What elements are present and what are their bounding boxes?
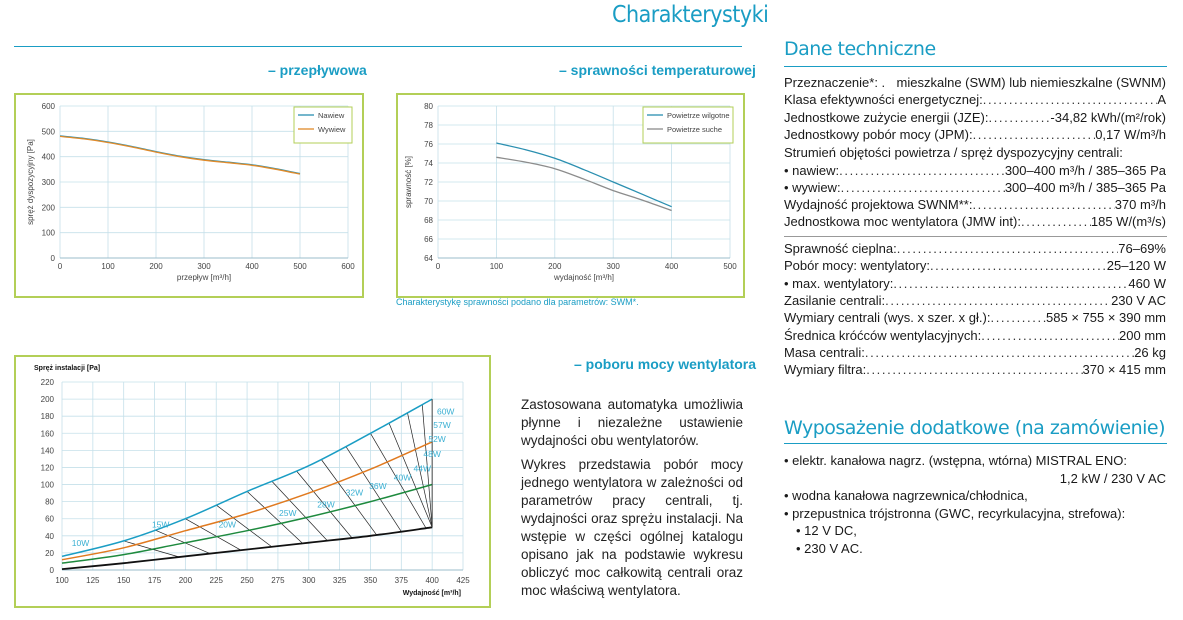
- section-power-title: – poboru mocy wentylatora: [574, 356, 757, 372]
- y-tick-label: 60: [45, 514, 54, 524]
- tech-param-row: [784, 275, 1166, 292]
- legend-label: Wywiew: [318, 125, 346, 134]
- description-paragraph-2: Wykres przedstawia pobór mocy jednego wentylatora w zależności od parametrów pracy centrali, tj. wydajności oraz sprężu instalacji. Na wstępie w części ogólnej katalogu opisano jak na podstawie wykresu obliczyć moc całkowitą centrali oraz moc właściwą wentylatora.: [521, 457, 743, 598]
- equipment-item-water-heater: • wodna kanałowa nagrzewnica/chłodnica,: [784, 488, 1028, 504]
- y-tick-label: 100: [40, 480, 54, 490]
- power-label: 36W: [369, 480, 387, 491]
- temperature-chart-box: [396, 93, 745, 298]
- flow-chart-box: [14, 93, 364, 298]
- temperature-chart: [398, 95, 743, 296]
- legend-label: Nawiew: [318, 111, 345, 120]
- tech-spec-row: [784, 91, 1166, 108]
- tech-flow-value: 185 W/(m³/s): [1090, 214, 1166, 230]
- tech-param-row: [784, 292, 1166, 309]
- tech-param-key: Zasilanie centrali:: [784, 292, 886, 308]
- tech-param-value: 76–69%: [1118, 241, 1166, 256]
- x-tick-label: 600: [341, 262, 355, 271]
- tech-spec-row: [784, 126, 1166, 143]
- tech-param-key: Pobór mocy: wentylatory:: [784, 258, 930, 274]
- tech-flow-row: [784, 162, 1166, 179]
- tech-flow-value: 300–400 m³/h / 385–365 Pa: [1004, 162, 1166, 178]
- tech-param-value: 230 V AC: [1111, 292, 1166, 308]
- tech-flow-row: [784, 213, 1166, 230]
- x-tick-label: 0: [435, 262, 441, 271]
- x-tick-label: 300: [606, 262, 620, 271]
- power-label: 48W: [423, 449, 441, 460]
- power-chart-box: [14, 355, 491, 608]
- series-line: [60, 136, 300, 174]
- tech-flow-row: [784, 196, 1166, 213]
- tech-param-value: 370 × 415 mm: [1082, 362, 1166, 378]
- tech-param-key: Wymiary filtra:: [784, 362, 867, 378]
- y-tick-label: 0: [49, 566, 54, 575]
- y-tick-label: 70: [424, 197, 433, 206]
- tech-title: Dane techniczne: [784, 38, 936, 60]
- tech-param-key: Sprawność cieplna:: [784, 241, 897, 256]
- tech-rule: [784, 66, 1167, 67]
- description: [521, 396, 743, 606]
- power-label: 28W: [317, 499, 335, 510]
- equipment-sub-12v: • 12 V DC,: [796, 523, 857, 539]
- series-line: [496, 143, 671, 207]
- equipment-item-heater: • elektr. kanałowa nagrz. (wstępna, wtórna) MISTRAL ENO:: [784, 453, 1127, 468]
- x-tick-label: 300: [302, 576, 316, 585]
- tech-param-value: 585 × 755 × 390 mm: [1046, 310, 1166, 326]
- title-rule: [14, 46, 742, 47]
- equipment-rule: [784, 443, 1167, 444]
- tech-param-value: 460 W: [1128, 275, 1166, 291]
- power-label: 10W: [71, 538, 90, 549]
- equipment-title: Wyposażenie dodatkowe (na zamówienie): [784, 417, 1166, 439]
- y-tick-label: 500: [41, 127, 55, 137]
- power-label: 25W: [279, 508, 297, 519]
- x-tick-label: 175: [147, 576, 162, 585]
- x-tick-label: 400: [664, 262, 679, 271]
- x-tick-label: 350: [363, 576, 378, 585]
- tech-param-value: 200 mm: [1119, 327, 1166, 343]
- power-label: 52W: [428, 433, 446, 444]
- x-tick-label: 300: [197, 262, 211, 271]
- power-label: 20W: [218, 519, 237, 530]
- temperature-note-star: *.: [632, 297, 639, 307]
- section-temperature-title: – sprawności temperaturowej: [559, 62, 756, 78]
- y-tick-label: 120: [40, 463, 54, 473]
- tech-spec-key: Jednostkowe zużycie energii (JZE):: [784, 109, 989, 125]
- y-tick-label: 66: [424, 235, 433, 244]
- y-tick-label: 80: [424, 102, 433, 111]
- tech-purpose-row: [784, 74, 1166, 91]
- tech-param-key: Średnica króćców wentylacyjnych:: [784, 327, 982, 343]
- tech-spec-key: Klasa efektywności energetycznej:: [784, 92, 983, 108]
- y-axis-label: spręż dyspozycyjny [Pa]: [26, 139, 35, 225]
- x-tick-label: 100: [101, 262, 115, 271]
- temperature-note: Charakterystykę sprawności podano dla parametrów: SWM*.: [396, 297, 639, 307]
- y-tick-label: 400: [41, 152, 55, 162]
- tech-param-key: • max. wentylatory:: [784, 275, 894, 291]
- power-label: 60W: [436, 406, 455, 417]
- tech-param-row: [784, 344, 1166, 361]
- tech-param-value: 25–120 W: [1106, 258, 1166, 274]
- y-tick-label: 200: [41, 203, 55, 213]
- tech-param-key: Wymiary centrali (wys. x szer. x gł.):: [784, 310, 991, 326]
- tech-flow-key: • nawiew:: [784, 162, 840, 178]
- y-tick-label: 200: [40, 395, 54, 405]
- x-axis-label: przepływ [m³/h]: [176, 273, 232, 282]
- tech-param-row: [784, 240, 1166, 257]
- legend-label: Powietrze suche: [667, 125, 723, 134]
- x-tick-label: 225: [209, 576, 223, 585]
- y-axis-label: sprawność [%]: [404, 155, 413, 209]
- series-line: [60, 136, 300, 174]
- tech-spec-value: -34,82 kWh/(m²/rok): [1050, 109, 1166, 125]
- series-line: [496, 157, 671, 210]
- description-paragraph-1: Zastosowana automatyka umożliwia płynne i niezależne ustawienie wydajności obu wentylatorów.: [521, 397, 743, 448]
- x-tick-label: 200: [178, 576, 193, 585]
- tech-flow-value: 370 m³/h: [1114, 197, 1166, 213]
- tech-param-key: Masa centrali:: [784, 344, 865, 360]
- tech-flow-row: [784, 179, 1166, 196]
- x-tick-label: 0: [57, 262, 63, 271]
- tech-param-row: [784, 361, 1166, 378]
- y-tick-label: 68: [424, 216, 433, 225]
- section-flow-title: – przepływowa: [268, 62, 367, 78]
- x-tick-label: 500: [723, 262, 737, 271]
- y-tick-label: 0: [50, 254, 55, 263]
- y-axis-label: Spręż instalacji [Pa]: [34, 365, 101, 372]
- legend-label: Powietrze wilgotne: [667, 111, 730, 120]
- power-label: 15W: [151, 519, 170, 530]
- tech-purpose-key: Przeznaczenie*: .: [784, 75, 886, 90]
- power-hatch-line: [155, 530, 211, 554]
- y-tick-label: 100: [41, 228, 55, 238]
- equipment-list: [784, 452, 1166, 558]
- tech-flow-key: Jednostkowa moc wentylatora (JMW int):: [784, 214, 1021, 230]
- y-tick-label: 220: [40, 378, 54, 387]
- power-label: 32W: [345, 487, 364, 498]
- y-tick-label: 40: [45, 531, 54, 541]
- tech-divider: [784, 236, 1167, 237]
- tech-flow-label: Strumień objętości powietrza / spręż dyspozycyjny centrali:: [784, 145, 1123, 160]
- x-tick-label: 250: [240, 576, 254, 585]
- y-tick-label: 300: [41, 178, 55, 187]
- tech-flow-key: Wydajność projektowa SWNM**:: [784, 197, 973, 213]
- y-tick-label: 180: [40, 412, 54, 422]
- power-chart: [16, 357, 489, 606]
- tech-param-row: [784, 327, 1166, 344]
- y-tick-label: 80: [45, 497, 54, 507]
- tech-param-row: [784, 257, 1166, 274]
- x-tick-label: 200: [149, 262, 163, 271]
- tech-param-row: [784, 309, 1166, 326]
- x-tick-label: 325: [332, 576, 347, 585]
- x-tick-label: 425: [456, 576, 470, 585]
- power-label: 57W: [433, 420, 451, 431]
- x-tick-label: 100: [55, 576, 69, 585]
- x-tick-label: 400: [425, 576, 439, 585]
- tech-spec-value: 0,17 W/m³/h: [1095, 126, 1166, 142]
- power-label: 40W: [393, 472, 412, 483]
- y-tick-label: 76: [424, 140, 433, 149]
- x-tick-label: 100: [489, 262, 504, 271]
- x-tick-label: 400: [245, 262, 259, 271]
- y-tick-label: 20: [45, 548, 54, 558]
- equipment-sub-230v: • 230 V AC.: [796, 540, 863, 556]
- y-tick-label: 74: [424, 159, 433, 168]
- x-tick-label: 150: [117, 576, 131, 585]
- x-tick-label: 200: [548, 262, 562, 271]
- page-title: Charakterystyki: [612, 2, 769, 28]
- y-tick-label: 72: [424, 178, 433, 187]
- tech-purpose-val: mieszkalne (SWM) lub niemieszkalne (SWNM): [896, 75, 1166, 90]
- tech-spec-value: A: [1157, 92, 1166, 108]
- y-tick-label: 78: [424, 121, 433, 130]
- tech-spec-row: [784, 109, 1166, 126]
- power-label: 44W: [413, 463, 432, 474]
- x-tick-label: 275: [271, 576, 285, 585]
- tech-param-value: 26 kg: [1134, 344, 1166, 360]
- equipment-item-heater-value: 1,2 kW / 230 V AC: [1059, 470, 1166, 486]
- x-tick-label: 375: [394, 576, 408, 585]
- y-tick-label: 140: [40, 446, 54, 456]
- tech-flow-key: • wywiew:: [784, 179, 841, 195]
- y-tick-label: 600: [41, 102, 55, 111]
- flow-chart: [16, 95, 362, 296]
- tech-spec-key: Jednostkowy pobór mocy (JPM):: [784, 126, 973, 142]
- equipment-item-damper: • przepustnica trójstronna (GWC, recyrkulacyjna, strefowa):: [784, 505, 1126, 521]
- x-axis-label: Wydajność [m³/h]: [402, 590, 461, 597]
- x-tick-label: 125: [86, 576, 100, 585]
- tech-flow-value: 300–400 m³/h / 385–365 Pa: [1004, 179, 1166, 195]
- y-tick-label: 160: [40, 429, 54, 439]
- y-tick-label: 64: [424, 254, 433, 263]
- x-axis-label: wydajność [m³/h]: [553, 273, 615, 282]
- x-tick-label: 500: [293, 262, 307, 271]
